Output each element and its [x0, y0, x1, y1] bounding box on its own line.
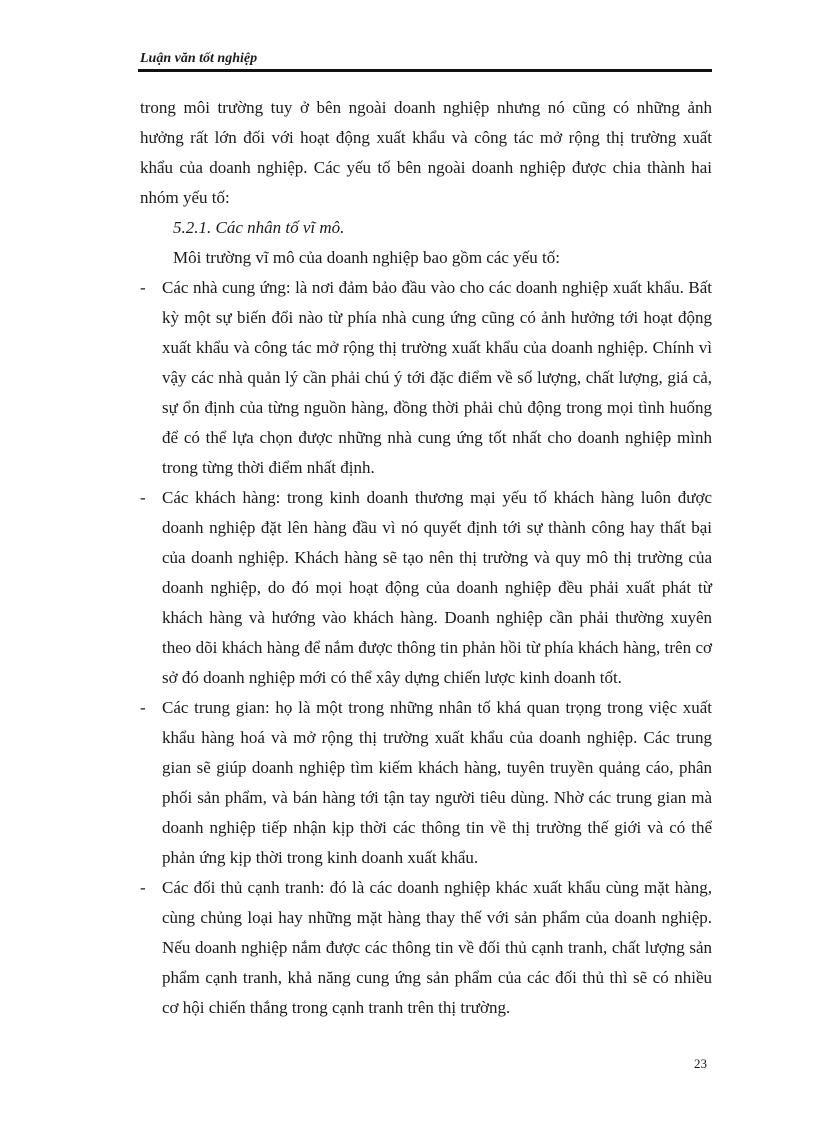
bullet-dash: - — [140, 278, 146, 297]
bullet-dash: - — [140, 488, 146, 507]
bullet-text: Các khách hàng: trong kinh doanh thương mại yếu tố khách hàng luôn được doanh nghiệp đặt lên hàng đầu vì nó quyết định tới sự thành công hay thất bại của doanh nghiệp. Khách hàng sẽ tạo nên thị trường và quy mô thị trường của doanh nghiệp, do đó mọi hoạt động của doanh nghiệp đều phải xuất phát từ khách hàng và hướng vào khách hàng. Doanh nghiệp cần phải thường xuyên theo dõi khách hàng để nắm được thông tin phản hồi từ phía khách hàng, trên cơ sở đó doanh nghiệp mới có thể xây dựng chiến lược kinh doanh tốt. — [162, 488, 712, 687]
bullet-item-customers — [140, 483, 712, 693]
bullet-text: Các nhà cung ứng: là nơi đảm bảo đầu vào cho các doanh nghiệp xuất khẩu. Bất kỳ một sự biến đổi nào từ phía nhà cung ứng cũng có ảnh hưởng tới hoạt động xuất khẩu và công tác mở rộng thị trường xuất khẩu của doanh nghiệp. Chính vì vậy các nhà quản lý cần phải chú ý tới đặc điểm về số lượng, chất lượng, giá cả, sự ổn định của từng nguồn hàng, đồng thời phải chủ động trong mọi tình huống để có thể lựa chọn được những nhà cung ứng tốt nhất cho doanh nghiệp mình trong từng thời điểm nhất định. — [162, 278, 712, 477]
bullet-dash: - — [140, 698, 146, 717]
header-title: Luận văn tốt nghiệp — [140, 51, 258, 66]
document-body — [140, 93, 712, 1023]
header-divider — [138, 69, 712, 72]
bullet-text: Các trung gian: họ là một trong những nhân tố khá quan trọng trong việc xuất khẩu hàng hoá và mở rộng thị trường xuất khẩu của doanh nghiệp. Các trung gian sẽ giúp doanh nghiệp tìm kiếm khách hàng, tuyên truyền quảng cáo, phân phối sản phẩm, và bán hàng tới tận tay người tiêu dùng. Nhờ các trung gian mà doanh nghiệp tiếp nhận kịp thời các thông tin về thị trường thế giới và có thể phản ứng kịp thời trong kinh doanh xuất khẩu. — [162, 698, 712, 867]
intro-paragraph: trong môi trường tuy ở bên ngoài doanh nghiệp nhưng nó cũng có những ảnh hưởng rất lớn đối với hoạt động xuất khẩu và công tác mở rộng thị trường xuất khẩu của doanh nghiệp. Các yếu tố bên ngoài doanh nghiệp được chia thành hai nhóm yếu tố: — [140, 98, 712, 207]
bullet-item-competitors — [140, 873, 712, 1023]
bullet-item-intermediaries — [140, 693, 712, 873]
section-intro-paragraph: Môi trường vĩ mô của doanh nghiệp bao gồm các yếu tố: — [173, 248, 560, 267]
page-number: 23 — [694, 1056, 707, 1071]
section-heading: 5.2.1. Các nhân tố vĩ mô. — [173, 218, 345, 237]
page-header — [140, 50, 712, 70]
bullet-text: Các đối thủ cạnh tranh: đó là các doanh nghiệp khác xuất khẩu cùng mặt hàng, cùng chủng loại hay những mặt hàng thay thế với sản phẩm của doanh nghiệp. Nếu doanh nghiệp nắm được các thông tin về đối thủ cạnh tranh, chất lượng sản phẩm cạnh tranh, khả năng cung ứng sản phẩm của các đối thủ thì sẽ có nhiều cơ hội chiến thắng trong cạnh tranh trên thị trường. — [162, 878, 712, 1017]
bullet-item-suppliers — [140, 273, 712, 483]
bullet-dash: - — [140, 878, 146, 897]
